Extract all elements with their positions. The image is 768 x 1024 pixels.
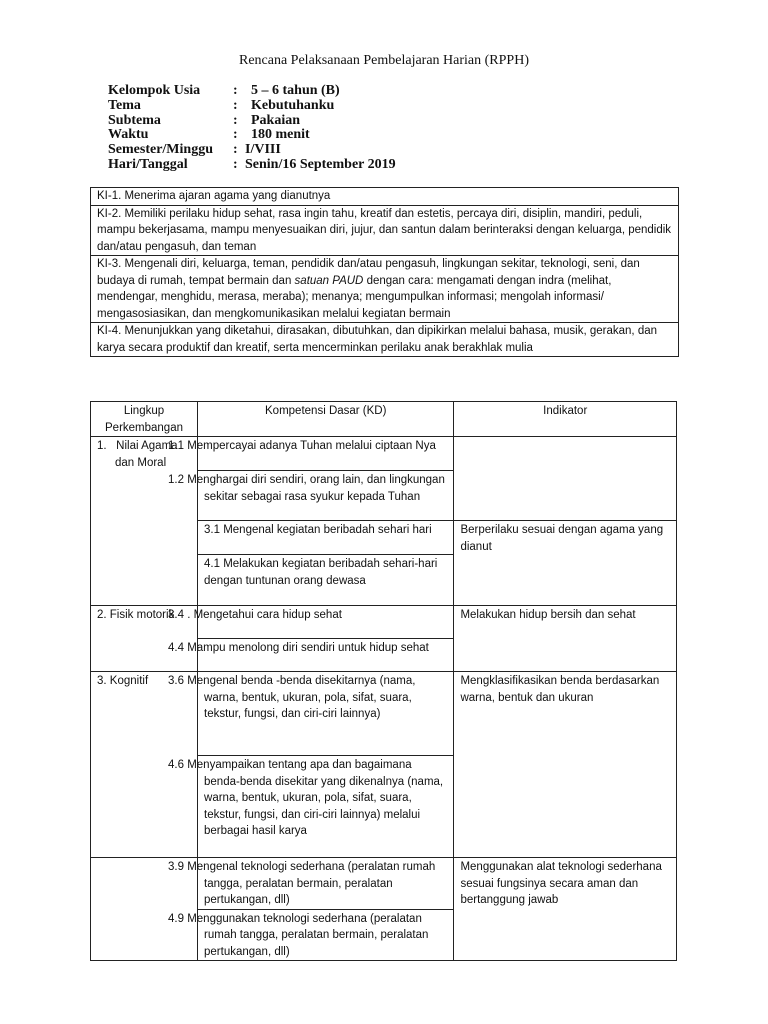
header-kd: Kompetensi Dasar (KD) bbox=[198, 402, 454, 437]
meta-value: 5 – 6 tahun (B) bbox=[251, 83, 340, 98]
competency-table bbox=[90, 401, 677, 961]
meta-colon: : bbox=[233, 156, 238, 172]
core-competencies-box bbox=[90, 187, 679, 357]
table-row bbox=[91, 437, 677, 471]
meta-row-date bbox=[108, 158, 396, 173]
meta-value: Pakaian bbox=[251, 112, 301, 128]
document-title: Rencana Pelaksanaan Pembelajaran Harian (RPPH) bbox=[238, 53, 529, 68]
meta-value: 180 menit bbox=[251, 127, 310, 143]
ki-3-italic-text: satuan PAUD bbox=[294, 274, 364, 287]
header-scope: Lingkup Perkembangan bbox=[91, 402, 198, 437]
identity-block bbox=[108, 84, 396, 173]
meta-value: Senin/16 September 2019 bbox=[245, 156, 396, 172]
meta-value: I/VIII bbox=[245, 142, 281, 158]
ki-1: KI-1. Menerima ajaran agama yang dianutnya bbox=[91, 188, 678, 206]
kd-cell: 1.2 Menghargai diri sendiri, orang lain, dan lingkungan sekitar sebagai rasa syukur kepada Tuhan bbox=[198, 471, 454, 521]
meta-label: Tema bbox=[108, 97, 141, 113]
meta-label: Hari/Tanggal bbox=[108, 156, 188, 172]
ki-3 bbox=[91, 256, 678, 323]
area-label: 1. Nilai Agama dan Moral bbox=[97, 440, 178, 469]
meta-value: Kebutuhanku bbox=[251, 97, 335, 113]
ki-2: KI-2. Memiliki perilaku hidup sehat, rasa ingin tahu, kreatif dan estetis, percaya diri, disiplin, mandiri, peduli, mampu bekerjasama, mampu menyesuaikan diri, jujur, dan santun dalam berinteraksi dengan keluarga, pendidik dan/atau pengasuh, dan teman bbox=[91, 206, 678, 257]
meta-colon: : bbox=[233, 112, 238, 128]
table-row bbox=[91, 858, 677, 910]
ki-4: KI-4. Menunjukkan yang diketahui, dirasakan, dibutuhkan, dan dipikirkan melalui bahasa, musik, gerakan, dan karya secara produktif dan kreatif, serta mencerminkan perilaku anak berakhlak mulia bbox=[97, 325, 658, 354]
meta-label: Kelompok Usia bbox=[108, 83, 201, 98]
area-physical: 2. Fisik motorik bbox=[91, 606, 198, 672]
meta-colon: : bbox=[233, 97, 238, 113]
indicator-cell: Menggunakan alat teknologi sederhana sesuai fungsinya secara aman dan bertanggung jawab bbox=[454, 858, 677, 961]
indicator-cell: Berperilaku sesuai dengan agama yang dianut bbox=[454, 521, 677, 606]
kd-cell: 3.4 . Mengetahui cara hidup sehat bbox=[198, 606, 454, 639]
meta-row-subtheme bbox=[108, 114, 396, 129]
meta-row-time bbox=[108, 128, 396, 143]
table-row bbox=[91, 606, 677, 639]
kd-cell: 4.4 Mampu menolong diri sendiri untuk hidup sehat bbox=[198, 639, 454, 672]
kd-cell: 1.1 Mempercayai adanya Tuhan melalui ciptaan Nya bbox=[198, 437, 454, 471]
area-cognitive: 3. Kognitif bbox=[91, 672, 198, 858]
indicator-cell: Melakukan hidup bersih dan sehat bbox=[454, 606, 677, 672]
kd-cell: 3.9 Mengenal teknologi sederhana (peralatan rumah tangga, peralatan bermain, peralatan pertukangan, dll) bbox=[198, 858, 454, 910]
meta-row-theme bbox=[108, 99, 396, 114]
area-religion bbox=[91, 437, 198, 606]
meta-row-semester bbox=[108, 143, 396, 158]
meta-colon: : bbox=[233, 142, 238, 158]
table-header-row bbox=[91, 402, 677, 437]
meta-colon: : bbox=[233, 127, 238, 143]
kd-cell: 4.9 Menggunakan teknologi sederhana (peralatan rumah tangga, peralatan bermain, peralatan pertukangan, dll) bbox=[198, 909, 454, 961]
meta-label: Subtema bbox=[108, 112, 161, 128]
header-indicator: Indikator bbox=[454, 402, 677, 437]
ki-3-text-cont: dengan cara: mengamati dengan indra (melihat, mendengar, menghidu, merasa, meraba); menanya; mengumpulkan informasi; mengolah informasi/ mengasosiasikan, dan mengkomunikasikan melalui kegiatan bermain bbox=[97, 274, 612, 320]
kd-cell: 3.1 Mengenal kegiatan beribadah sehari hari bbox=[198, 521, 454, 555]
kd-cell: 3.6 Mengenal benda -benda disekitarnya (nama, warna, bentuk, ukuran, pola, sifat, suara, tekstur, fungsi, dan ciri-ciri lainnya) bbox=[198, 672, 454, 756]
indicator-cell: Mengklasifikasikan benda berdasarkan warna, bentuk dan ukuran bbox=[454, 672, 677, 858]
indicator-cell-empty bbox=[454, 437, 677, 521]
meta-label: Waktu bbox=[108, 127, 149, 143]
meta-row-age bbox=[108, 84, 396, 99]
kd-cell: 4.6 Menyampaikan tentang apa dan bagaimana benda-benda disekitar yang dikenalnya (nama, warna, bentuk, ukuran, pola, sifat, suara, tekstur, fungsi, dan ciri-ciri lainnya) melalui berbagai hasil karya bbox=[198, 756, 454, 858]
meta-colon: : bbox=[233, 83, 238, 98]
table-row bbox=[91, 672, 677, 756]
ki-3-text: KI-3. Mengenali diri, keluarga, teman, pendidik dan/atau pengasuh, lingkungan sekitar, teknologi, seni, dan budaya di rumah, tempat bermain dan bbox=[97, 258, 640, 287]
meta-label: Semester/Minggu bbox=[108, 142, 213, 158]
kd-cell: 4.1 Melakukan kegiatan beribadah sehari-hari dengan tuntunan orang dewasa bbox=[198, 555, 454, 606]
